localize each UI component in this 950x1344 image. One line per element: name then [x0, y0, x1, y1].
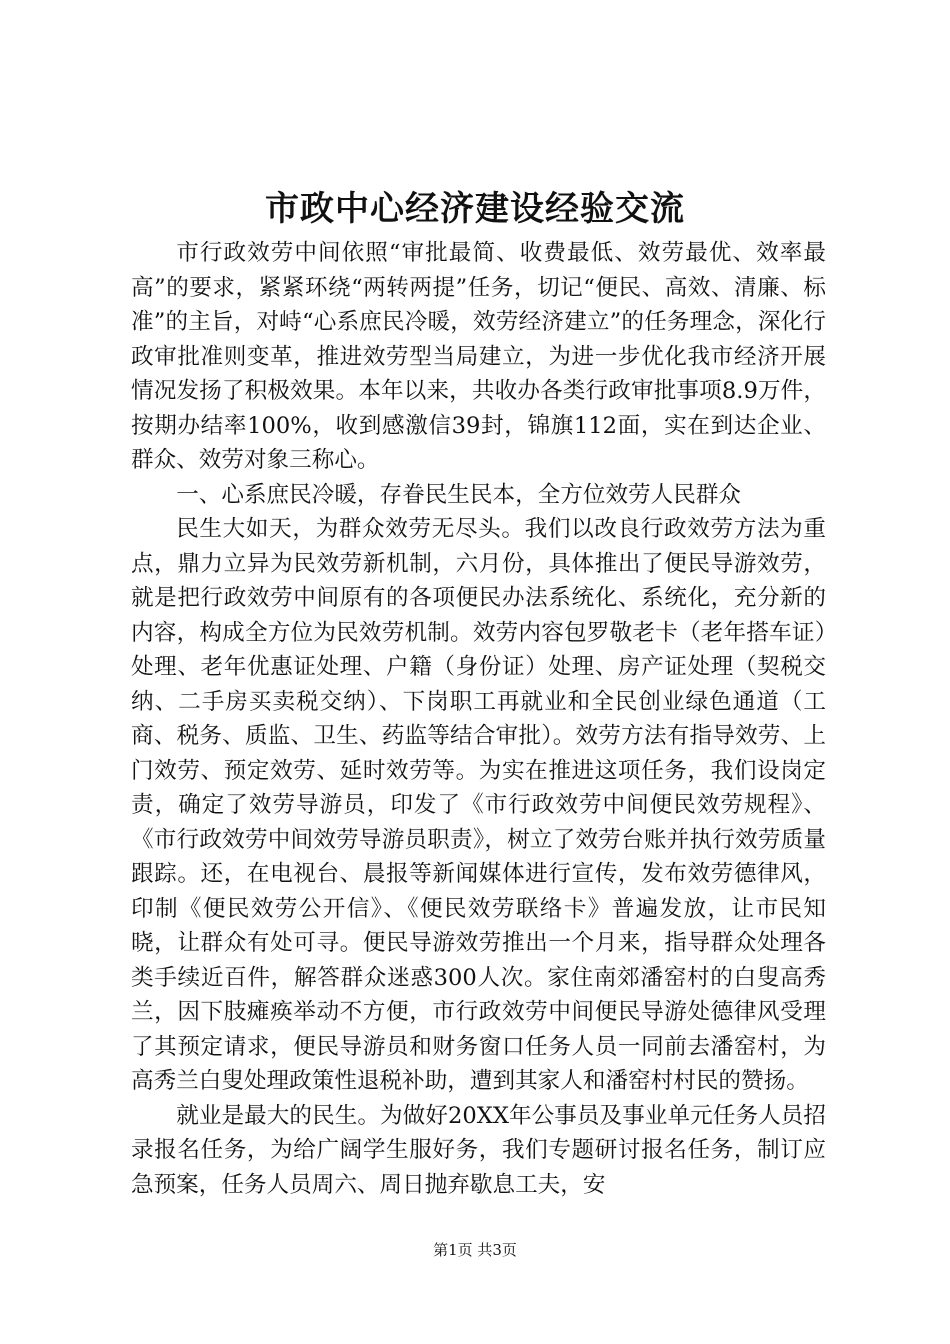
paragraph-intro: 市行政效劳中间依照“审批最简、收费最低、效劳最优、效率最高”的要求，紧紧环绕“两转两提”任务，切记“便民、高效、清廉、标准”的主旨，对峙“心系庶民冷暖，效劳经济建立”的任务理念，深化行政审批准则变革，推进效劳型当局建立，为进一步优化我市经济开展情况发扬了积极效果。本年以来，共收办各类行政审批事项8.9万件，按期办结率100%，收到感激信39封，锦旗112面，实在到达企业、群众、效劳对象三称心。 — [131, 240, 826, 473]
paragraph-employment: 就业是最大的民生。为做好20XX年公事员及事业单元任务人员招录报名任务，为给广阔学生服好务，我们专题研讨报名任务，制订应急预案，任务人员周六、周日抛弃歇息工夫，安 — [131, 1102, 826, 1198]
paragraph-guide-service: 民生大如天，为群众效劳无尽头。我们以改良行政效劳方法为重点，鼎力立异为民效劳新机制，六月份，具体推出了便民导游效劳，就是把行政效劳中间原有的各项便民办法系统化、系统化，充分新的内容，构成全方位为民效劳机制。效劳内容包罗敬老卡（老年搭车证）处理、老年优惠证处理、户籍（身份证）处理、房产证处理（契税交纳、二手房买卖税交纳）、下岗职工再就业和全民创业绿色通道（工商、税务、质监、卫生、药监等结合审批）。效劳方法有指导效劳、上门效劳、预定效劳、延时效劳等。为实在推进这项任务，我们设岗定责，确定了效劳导游员，印发了《市行政效劳中间便民效劳规程》、《市行政效劳中间效劳导游员职责》，树立了效劳台账并执行效劳质量跟踪。还，在电视台、晨报等新闻媒体进行宣传，发布效劳德律风，印制《便民效劳公开信》、《便民效劳联络卡》普遍发放，让市民知晓，让群众有处可寻。便民导游效劳推出一个月来，指导群众处理各类手续近百件，解答群众迷惑300人次。家住南郊潘窑村的白叟高秀兰，因下肢瘫痪举动不方便，市行政效劳中间便民导游处德律风受理了其预定请求，便民导游员和财务窗口任务人员一同前去潘窑村，为高秀兰白叟处理政策性退税补助，遭到其家人和潘窑村村民的赞扬。 — [131, 516, 826, 1094]
page-number: 第1页 共3页 — [433, 1241, 517, 1259]
section-heading-1: 一、心系庶民冷暖，存眷民生民本，全方位效劳人民群众 — [176, 481, 742, 508]
document-body — [131, 236, 826, 1202]
page-title: 市政中心经济建设经验交流 — [265, 189, 685, 229]
